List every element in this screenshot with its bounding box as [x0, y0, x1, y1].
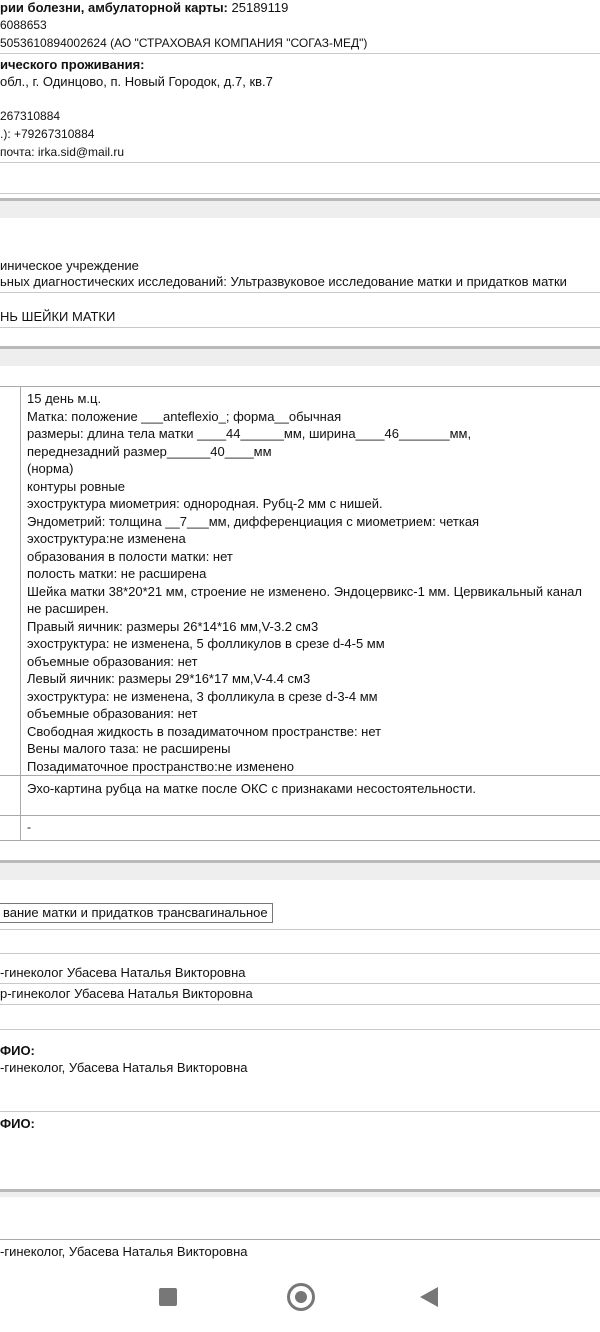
divider — [0, 953, 600, 954]
protocol-line: образования в полости матки: нет — [27, 548, 233, 564]
study-title: НЬ ШЕЙКИ МАТКИ — [0, 309, 116, 324]
section-band — [0, 198, 600, 218]
phone-1: 267310884 — [0, 109, 61, 123]
section-band — [0, 346, 600, 366]
institution-line: иническое учреждение — [0, 258, 139, 273]
protocol-line: Левый яичник: размеры 29*16*17 мм,V-4.4 см3 — [27, 671, 311, 686]
fio-1-label: ФИО: — [0, 1043, 35, 1058]
protocol-line: эхоструктура: не изменена, 3 фолликула в срезе d-3-4 мм — [27, 688, 378, 704]
divider — [0, 1004, 600, 1005]
divider — [0, 53, 600, 54]
patient-id-line: 6088653 — [0, 18, 47, 32]
divider — [0, 327, 600, 328]
recommendation-text: - — [27, 820, 31, 834]
home-circle-icon[interactable] — [287, 1283, 315, 1311]
section-band — [0, 1189, 600, 1197]
protocol-line: Шейка матки 38*20*21 мм, строение не изменено. Эндоцервикс-1 мм. Цервикальный канал — [27, 583, 582, 599]
protocol-line: полость матки: не расширена — [27, 566, 207, 581]
protocol-line: Позадиматочное пространство:не изменено — [27, 758, 295, 774]
protocol-line: эхоструктура миометрия: однородная. Рубц-2 мм с нишей. — [27, 496, 383, 511]
protocol-line: объемные образования: нет — [27, 706, 198, 721]
divider — [0, 929, 600, 930]
protocol-line: эхоструктура:не изменена — [27, 531, 186, 546]
protocol-line: объемные образования: нет — [27, 653, 198, 669]
email-line: почта: irka.sid@mail.ru — [0, 145, 125, 159]
address-value: обл., г. Одинцово, п. Новый Городок, д.7, кв.7 — [0, 74, 273, 89]
protocol-line: размеры: длина тела матки ____44______мм, ширина____46_______мм, — [27, 426, 472, 441]
protocol-line: (норма) — [27, 461, 74, 476]
divider — [0, 1239, 600, 1240]
system-navigation-bar — [0, 1262, 600, 1332]
protocol-line: Правый яичник: размеры 26*14*16 мм,V-3.2 см3 — [27, 618, 319, 634]
card-number-row — [0, 0, 288, 16]
divider — [0, 292, 600, 293]
protocol-line: переднезадний размер______40____мм — [27, 443, 272, 459]
protocol-line: Эндометрий: толщина __7___мм, дифференциация с миометрием: четкая — [27, 513, 480, 529]
table-column-border — [20, 386, 21, 840]
address-label: ического проживания: — [0, 57, 145, 72]
table-border — [0, 775, 600, 776]
back-triangle-icon[interactable] — [420, 1287, 438, 1307]
conclusion-text: Эхо-картина рубца на матке после ОКС с признаками несостоятельности. — [27, 781, 476, 796]
recents-square-icon[interactable] — [159, 1288, 177, 1306]
fio-1-value: -гинеколог, Убасева Наталья Викторовна — [0, 1060, 248, 1075]
protocol-line: 15 день м.ц. — [27, 391, 102, 406]
table-border — [0, 840, 600, 841]
protocol-line: эхоструктура: не изменена, 5 фолликулов в срезе d-4-5 мм — [27, 636, 385, 651]
protocol-line: Вены малого таза: не расширены — [27, 741, 231, 756]
protocol-line: контуры ровные — [27, 478, 126, 494]
protocol-text — [27, 390, 582, 775]
insurance-line: 5053610894002624 (АО "СТРАХОВАЯ КОМПАНИЯ "СОГАЗ-МЕД") — [0, 36, 368, 50]
study-type-line: ьных диагностических исследований: Ультразвуковое исследование матки и придатков матки — [0, 274, 567, 289]
service-name-field[interactable]: вание матки и придатков трансвагинальное — [0, 903, 273, 923]
bottom-doctor: -гинеколог, Убасева Наталья Викторовна — [0, 1244, 248, 1259]
phone-2: .): +79267310884 — [0, 127, 95, 141]
divider — [0, 193, 600, 194]
card-value: 25189119 — [231, 0, 289, 15]
divider — [0, 1111, 600, 1112]
section-band — [0, 860, 600, 880]
protocol-line: Матка: положение ___anteflexio_; форма__обычная — [27, 408, 342, 424]
divider — [0, 1029, 600, 1030]
doctor-1: -гинеколог Убасева Наталья Викторовна — [0, 965, 246, 980]
divider — [0, 983, 600, 984]
fio-2-label: ФИО: — [0, 1116, 35, 1131]
protocol-line: не расширен. — [27, 601, 109, 616]
divider — [0, 162, 600, 163]
protocol-line: Свободная жидкость в позадиматочном пространстве: нет — [27, 723, 382, 739]
table-border — [0, 386, 600, 387]
doctor-2: р-гинеколог Убасева Наталья Викторовна — [0, 986, 253, 1001]
card-label: рии болезни, амбулаторной карты: — [0, 0, 228, 15]
table-border — [0, 815, 600, 816]
